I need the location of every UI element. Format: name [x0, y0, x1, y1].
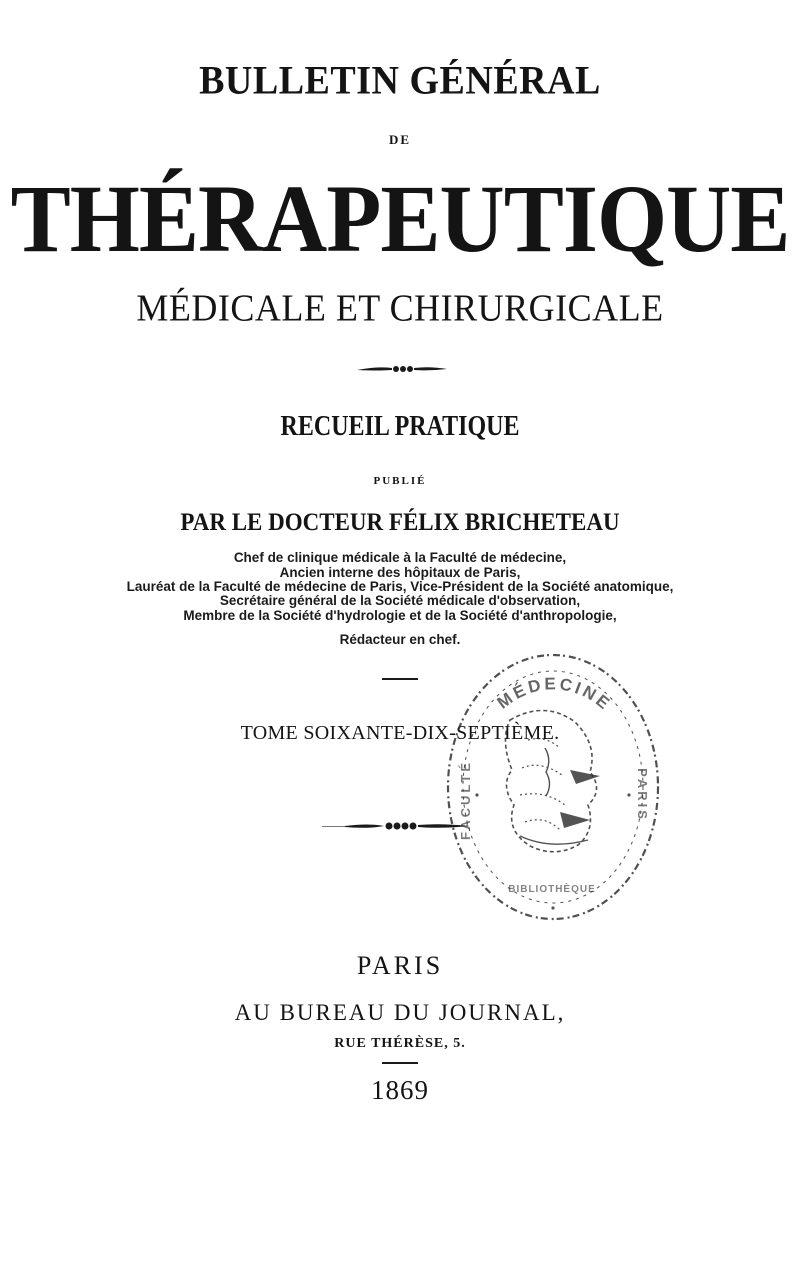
- publie-label: PUBLIÉ: [373, 475, 427, 487]
- journal-subtitle: MÉDICALE ET CHIRURGICALE: [136, 287, 664, 329]
- imprint-city: PARIS: [356, 951, 444, 980]
- journal-title-line1: BULLETIN GÉNÉRAL: [199, 58, 601, 104]
- journal-title-main: THÉRAPEUTIQUE: [10, 164, 790, 272]
- stamp-top-text: MÉDECINE: [493, 674, 616, 715]
- recueil-heading: RECUEIL PRATIQUE: [280, 410, 520, 442]
- credential-line: Lauréat de la Faculté de médecine de Paris, Vice-Président de la Société anatomique,: [126, 579, 674, 594]
- stamp-right-text: PARIS: [635, 768, 650, 822]
- credential-line: Ancien interne des hôpitaux de Paris,: [279, 565, 521, 580]
- credential-line: Chef de clinique médicale à la Faculté de médecine,: [233, 550, 567, 565]
- author-line: PAR LE DOCTEUR FÉLIX BRICHETEAU: [180, 507, 620, 536]
- imprint-publisher: AU BUREAU DU JOURNAL,: [234, 1000, 566, 1025]
- credential-line: Membre de la Société d'hydrologie et de la Société d'anthropologie,: [183, 608, 617, 623]
- volume-line: TOME SOIXANTE-DIX-SEPTIÈME.: [240, 722, 560, 744]
- imprint-year: 1869: [371, 1075, 429, 1105]
- stamp-left-text: FACULTÉ: [458, 760, 473, 840]
- journal-title-de: DE: [388, 132, 412, 147]
- stamp-bottom-text: BIBLIOTHÈQUE: [508, 884, 596, 895]
- imprint-address: RUE THÉRÈSE, 5.: [334, 1036, 466, 1051]
- credential-line: Secrétaire général de la Société médicale d'observation,: [219, 593, 581, 608]
- editor-line: Rédacteur en chef.: [339, 632, 461, 647]
